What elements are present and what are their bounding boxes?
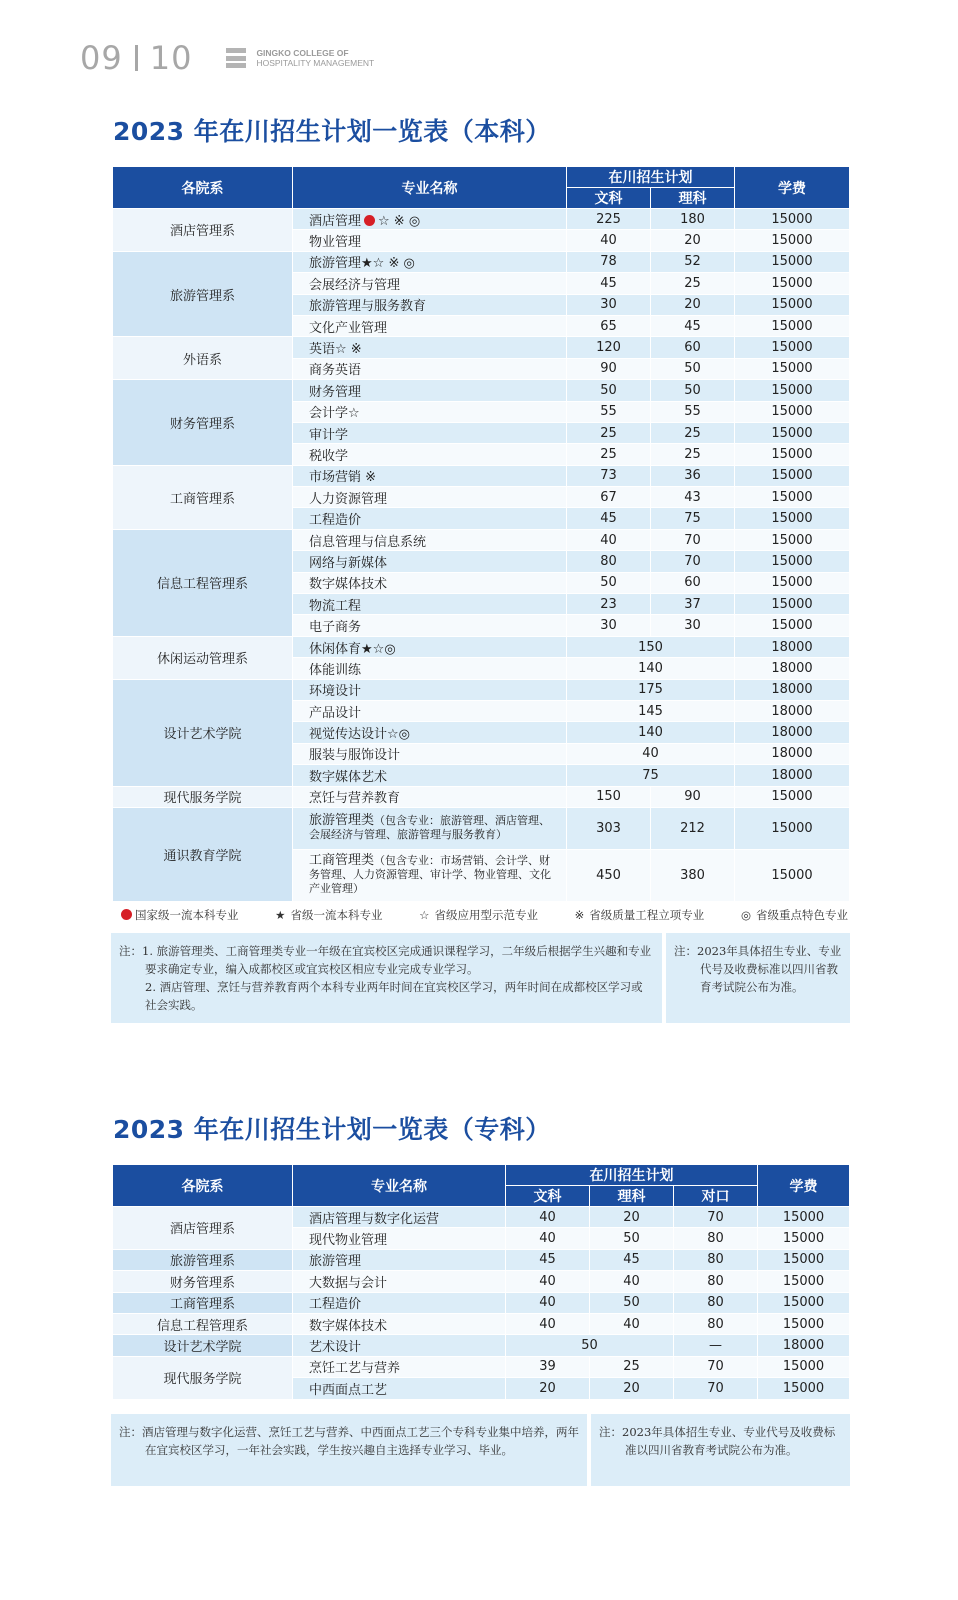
fee-cell: 15000 [735,422,850,443]
college-logo-icon [226,48,246,68]
fee-cell: 15000 [758,1228,850,1249]
national-first-class-icon [364,215,375,226]
fee-cell: 15000 [758,1313,850,1334]
arts-cell: 25 [567,422,651,443]
honor-marks: ※ [361,470,377,486]
table-row [113,786,850,807]
arts-cell: 40 [506,1228,590,1249]
honor-marks: ★☆◎ [361,641,396,657]
fee-cell: 15000 [735,529,850,550]
major-cell [293,358,567,379]
table-row [113,380,850,401]
legend-text: 省级应用型示范专业 [434,908,538,922]
fee-cell: 15000 [735,251,850,272]
vocational-cell: 80 [674,1313,758,1334]
major-cell [293,551,567,572]
fee-cell: 15000 [735,315,850,336]
arts-cell: 40 [506,1313,590,1334]
major-cell [293,807,567,849]
major-name: 文化产业管理 [309,320,388,336]
major-cell [293,636,567,657]
plan-total-cell: 50 [506,1335,674,1356]
science-cell: 380 [651,849,735,901]
table-row [113,1207,850,1228]
page-numbers [80,39,192,77]
major-cell [293,1271,506,1292]
science-cell: 180 [651,209,735,230]
fee-cell: 15000 [735,551,850,572]
science-cell: 25 [651,273,735,294]
arts-cell: 450 [567,849,651,901]
note-label: 注： [674,944,697,958]
science-cell: 20 [590,1378,674,1399]
national-first-class-icon [121,909,132,920]
arts-cell: 225 [567,209,651,230]
major-cell [293,401,567,422]
major-name: 大数据与会计 [309,1275,388,1291]
note-line1: 1. 旅游管理类、工商管理类专业一年级在宜宾校区完成通识课程学习，二年级后根据学生兴趣和专业要求确定专业，编入成都校区或宜宾校区相应专业完成专业学习。 [142,944,652,976]
arts-cell: 40 [567,529,651,550]
arts-cell: 90 [567,358,651,379]
college-note-left [111,1414,587,1486]
fee-cell: 15000 [735,444,850,465]
table-row [113,1313,850,1334]
plan-total-cell: 150 [567,636,735,657]
major-name: 会计学 [309,406,349,422]
fee-cell: 15000 [735,465,850,486]
major-name: 审计学 [309,427,349,443]
fee-cell: 15000 [735,487,850,508]
header-major: 专业名称 [293,167,567,209]
major-name: 旅游管理 [309,1254,362,1270]
vocational-cell: 70 [674,1356,758,1377]
science-cell: 20 [651,230,735,251]
dept-cell: 现代服务学院 [113,1356,293,1399]
page-right-number: 10 [149,39,193,77]
legend [118,907,848,923]
major-cell [293,722,567,743]
header-dept: 各院系 [113,167,293,209]
legend-symbol: ★ [275,908,286,922]
legend-symbol: ◎ [740,908,751,922]
major-name: 工程造价 [309,513,362,529]
major-cell [293,529,567,550]
major-cell [293,444,567,465]
college-name [256,48,374,68]
science-cell: 75 [651,508,735,529]
science-cell: 90 [651,786,735,807]
table-row [113,636,850,657]
major-name: 旅游管理类 [309,813,375,829]
major-cell [293,273,567,294]
dept-cell: 旅游管理系 [113,251,293,337]
science-cell: 50 [651,380,735,401]
fee-cell: 18000 [735,700,850,721]
undergrad-table [112,166,850,902]
arts-cell: 30 [567,294,651,315]
honor-marks: ☆ ※ [335,342,362,358]
legend-text: 国家级一流本科专业 [135,908,239,922]
dept-cell: 休闲运动管理系 [113,636,293,679]
vocational-cell: 80 [674,1228,758,1249]
note-text: 酒店管理与数字化运营、烹饪工艺与营养、中西面点工艺三个专科专业集中培养，两年在宜宾校区学习，一年社会实践，学生按兴趣自主选择专业学习、毕业。 [142,1425,579,1457]
major-name: 烹饪与营养教育 [309,791,401,807]
college-name-line1: GINGKO COLLEGE OF [256,48,349,58]
vocational-cell: 80 [674,1271,758,1292]
header-arts: 文科 [567,188,651,209]
arts-cell: 150 [567,786,651,807]
major-cell [293,465,567,486]
major-cell [293,658,567,679]
science-cell: 36 [651,465,735,486]
fee-cell: 15000 [758,1292,850,1313]
science-cell: 60 [651,337,735,358]
fee-cell: 15000 [735,572,850,593]
fee-cell: 15000 [758,1378,850,1399]
science-cell: 45 [651,315,735,336]
dept-cell: 旅游管理系 [113,1249,293,1270]
legend-item [118,907,239,923]
major-cell [293,508,567,529]
fee-cell: 15000 [735,401,850,422]
science-cell: 55 [651,401,735,422]
science-cell: 43 [651,487,735,508]
legend-item [575,907,705,923]
header-dept: 各院系 [113,1165,293,1207]
major-cell [293,1228,506,1249]
arts-cell: 30 [567,615,651,636]
dept-cell: 现代服务学院 [113,786,293,807]
major-cell [293,209,567,230]
science-cell: 45 [590,1249,674,1270]
major-cell [293,487,567,508]
major-cell [293,230,567,251]
major-name: 物流工程 [309,598,362,614]
note-label: 注： [119,944,142,958]
science-cell: 40 [590,1271,674,1292]
major-name: 人力资源管理 [309,491,388,507]
honor-marks: ☆ ※ ◎ [378,213,421,229]
fee-cell: 15000 [735,337,850,358]
arts-cell: 65 [567,315,651,336]
legend-symbol: ☆ [419,908,430,922]
arts-cell: 50 [567,572,651,593]
major-name: 酒店管理 [309,213,362,229]
science-cell: 70 [651,529,735,550]
note-text: 2023年具体招生专业、专业代号及收费标准以四川省教育考试院公布为准。 [622,1425,836,1457]
fee-cell: 15000 [758,1207,850,1228]
science-cell: 50 [651,358,735,379]
major-name: 工商管理类 [309,853,375,869]
table-row [113,807,850,849]
major-cell [293,1207,506,1228]
legend-item [275,907,382,923]
header-plan: 在川招生计划 [506,1165,758,1186]
major-cell [293,615,567,636]
vocational-cell: 70 [674,1378,758,1399]
major-name: 旅游管理 [309,256,362,272]
major-name: 电子商务 [309,620,362,636]
arts-cell: 45 [567,508,651,529]
major-cell [293,1249,506,1270]
arts-cell: 20 [506,1378,590,1399]
major-cell [293,422,567,443]
arts-cell: 73 [567,465,651,486]
note-label: 注： [119,1425,142,1439]
note-label: 注： [599,1425,622,1439]
science-cell: 50 [590,1292,674,1313]
table-row [113,679,850,700]
header-fee: 学费 [758,1165,850,1207]
science-cell: 25 [651,422,735,443]
science-cell: 60 [651,572,735,593]
fee-cell: 18000 [735,722,850,743]
page-separator [135,45,138,71]
major-name: 旅游管理与服务教育 [309,299,427,315]
college-table [112,1164,850,1400]
fee-cell: 15000 [735,230,850,251]
arts-cell: 40 [506,1292,590,1313]
arts-cell: 78 [567,251,651,272]
header-arts: 文科 [506,1186,590,1207]
major-cell [293,679,567,700]
arts-cell: 55 [567,401,651,422]
major-cell [293,572,567,593]
undergrad-title: 2023 年在川招生计划一览表（本科） [113,117,551,146]
science-cell: 40 [590,1313,674,1334]
vocational-cell: 80 [674,1249,758,1270]
fee-cell: 15000 [735,807,850,849]
science-cell: 25 [590,1356,674,1377]
major-cell [293,1313,506,1334]
plan-total-cell: 40 [567,743,735,764]
fee-cell: 15000 [758,1271,850,1292]
table-row [113,251,850,272]
fee-cell: 18000 [735,765,850,786]
major-name: 酒店管理与数字化运营 [309,1211,440,1227]
vocational-cell: — [674,1335,758,1356]
header-science: 理科 [651,188,735,209]
arts-cell: 120 [567,337,651,358]
major-name: 服装与服饰设计 [309,748,401,764]
dept-cell: 外语系 [113,337,293,380]
dept-cell: 酒店管理系 [113,209,293,252]
major-cell [293,1335,506,1356]
fee-cell: 18000 [735,743,850,764]
college-note-right [591,1414,850,1486]
table-row [113,337,850,358]
plan-total-cell: 145 [567,700,735,721]
major-name: 会展经济与管理 [309,277,401,293]
science-cell: 20 [590,1207,674,1228]
major-cell [293,315,567,336]
arts-cell: 45 [567,273,651,294]
major-cell [293,1292,506,1313]
dept-cell: 工商管理系 [113,465,293,529]
legend-text: 省级质量工程立项专业 [589,908,705,922]
major-name: 现代物业管理 [309,1233,388,1249]
arts-cell: 303 [567,807,651,849]
major-name: 视觉传达设计 [309,727,388,743]
page-header [80,38,374,78]
major-name: 税收学 [309,448,349,464]
college-title: 2023 年在川招生计划一览表（专科） [113,1115,551,1144]
fee-cell: 15000 [735,594,850,615]
table-row [113,1271,850,1292]
dept-cell: 信息工程管理系 [113,529,293,636]
science-cell: 52 [651,251,735,272]
legend-text: 省级重点特色专业 [756,908,848,922]
dept-cell: 通识教育学院 [113,807,293,901]
major-name: 艺术设计 [309,1340,362,1356]
major-cell [293,294,567,315]
fee-cell: 15000 [758,1249,850,1270]
legend-symbol: ※ [574,908,585,922]
dept-cell: 财务管理系 [113,380,293,466]
major-cell [293,1356,506,1377]
fee-cell: 15000 [735,209,850,230]
arts-cell: 25 [567,444,651,465]
legend-item [741,907,848,923]
fee-cell: 15000 [735,273,850,294]
fee-cell: 15000 [758,1356,850,1377]
undergrad-note-right [666,933,850,1023]
major-detail: （包含专业：市场营销、会计学、财务管理、人力资源管理、审计学、物业管理、文化产业管理） [309,854,551,896]
fee-cell: 15000 [735,380,850,401]
science-cell: 37 [651,594,735,615]
dept-cell: 工商管理系 [113,1292,293,1313]
table-row [113,1356,850,1377]
major-cell [293,594,567,615]
fee-cell: 18000 [735,636,850,657]
honor-marks: ★☆ ※ ◎ [361,256,415,272]
dept-cell: 财务管理系 [113,1271,293,1292]
science-cell: 50 [590,1228,674,1249]
arts-cell: 40 [506,1207,590,1228]
plan-total-cell: 140 [567,722,735,743]
arts-cell: 67 [567,487,651,508]
arts-cell: 40 [506,1271,590,1292]
honor-marks: ☆◎ [387,727,411,743]
table-row [113,209,850,230]
major-cell [293,786,567,807]
major-detail: （包含专业：旅游管理、酒店管理、会展经济与管理、旅游管理与服务教育） [309,814,551,842]
fee-cell: 15000 [735,294,850,315]
undergrad-note-left [111,933,662,1023]
major-name: 环境设计 [309,684,362,700]
page-left-number: 09 [80,39,123,77]
table-row [113,465,850,486]
arts-cell: 23 [567,594,651,615]
science-cell: 25 [651,444,735,465]
major-name: 市场营销 [309,470,362,486]
major-name: 商务英语 [309,363,362,379]
header-science: 理科 [590,1186,674,1207]
major-name: 数字媒体技术 [309,577,388,593]
arts-cell: 40 [567,230,651,251]
plan-total-cell: 75 [567,765,735,786]
arts-cell: 50 [567,380,651,401]
major-cell [293,337,567,358]
table-row [113,1292,850,1313]
major-cell [293,765,567,786]
fee-cell: 18000 [735,658,850,679]
note-text: 2023年具体招生专业、专业代号及收费标准以四川省教育考试院公布为准。 [697,944,842,994]
major-name: 产品设计 [309,705,362,721]
major-name: 网络与新媒体 [309,555,388,571]
dept-cell: 设计艺术学院 [113,1335,293,1356]
legend-text: 省级一流本科专业 [290,908,383,922]
vocational-cell: 70 [674,1207,758,1228]
major-cell [293,251,567,272]
note-line2: 2. 酒店管理、烹饪与营养教育两个本科专业两年时间在宜宾校区学习，两年时间在成都校区学习或社会实践。 [145,980,643,1012]
header-fee: 学费 [735,167,850,209]
major-name: 烹饪工艺与营养 [309,1361,401,1377]
plan-total-cell: 140 [567,658,735,679]
major-name: 休闲体育 [309,641,362,657]
science-cell: 70 [651,551,735,572]
fee-cell: 15000 [735,508,850,529]
major-cell [293,743,567,764]
header-plan: 在川招生计划 [567,167,735,188]
dept-cell: 酒店管理系 [113,1207,293,1250]
major-name: 中西面点工艺 [309,1382,388,1398]
major-name: 信息管理与信息系统 [309,534,427,550]
fee-cell: 18000 [735,679,850,700]
fee-cell: 18000 [758,1335,850,1356]
arts-cell: 39 [506,1356,590,1377]
college-name-line2: HOSPITALITY MANAGEMENT [256,58,375,68]
major-name: 工程造价 [309,1297,362,1313]
table-row [113,529,850,550]
table-row [113,1335,850,1356]
major-name: 英语 [309,342,336,358]
fee-cell: 15000 [735,849,850,901]
plan-total-cell: 175 [567,679,735,700]
major-name: 数字媒体艺术 [309,769,388,785]
major-cell [293,380,567,401]
major-name: 财务管理 [309,384,362,400]
fee-cell: 15000 [735,786,850,807]
major-cell [293,700,567,721]
science-cell: 30 [651,615,735,636]
major-name: 数字媒体技术 [309,1318,388,1334]
major-cell [293,849,567,901]
fee-cell: 15000 [735,615,850,636]
major-name: 体能训练 [309,662,362,678]
vocational-cell: 80 [674,1292,758,1313]
dept-cell: 信息工程管理系 [113,1313,293,1334]
dept-cell: 设计艺术学院 [113,679,293,786]
table-row [113,1249,850,1270]
honor-marks: ☆ [348,406,360,422]
fee-cell: 15000 [735,358,850,379]
legend-item [419,907,538,923]
arts-cell: 45 [506,1249,590,1270]
arts-cell: 80 [567,551,651,572]
science-cell: 212 [651,807,735,849]
major-cell [293,1378,506,1399]
header-major: 专业名称 [293,1165,506,1207]
header-vocational: 对口 [674,1186,758,1207]
science-cell: 20 [651,294,735,315]
major-name: 物业管理 [309,235,362,251]
